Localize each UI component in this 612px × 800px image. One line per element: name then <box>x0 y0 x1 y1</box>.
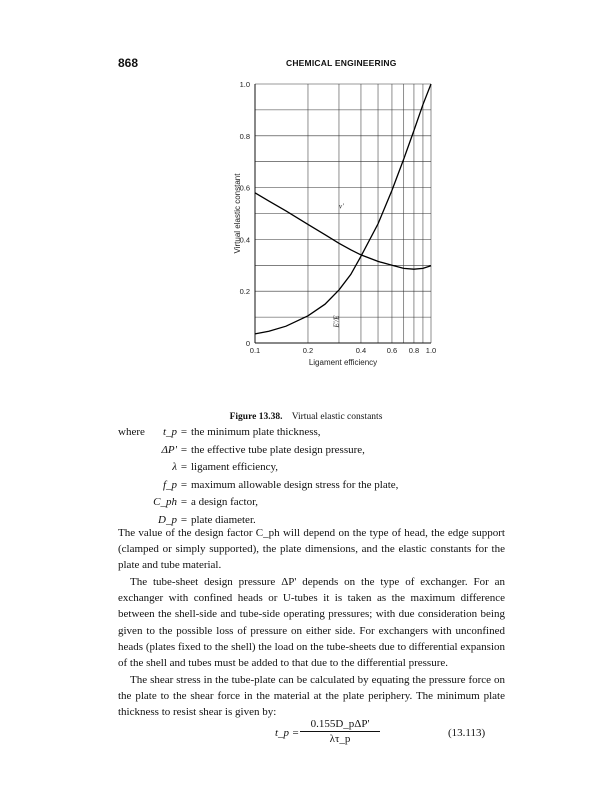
equation-lhs: t_p = <box>275 727 300 739</box>
definition-lead: where <box>118 426 145 438</box>
page-number: 868 <box>118 56 139 70</box>
definition-meaning: a design factor, <box>191 496 259 508</box>
definition-meaning: the effective tube plate design pressure, <box>191 443 365 456</box>
equation-numerator: 0.155D_pΔP' <box>300 718 380 732</box>
definition-meaning: maximum allowable design stress for the plate, <box>191 478 399 491</box>
y-tick-label: 0.6 <box>239 183 250 193</box>
paragraph-design-factor: The value of the design factor C_ph will depend on the type of head, the edge support (clamped or simply supported), the plate dimensions, and the elastic constants for the plate and tube material. <box>118 527 505 572</box>
y-tick-label: 0.8 <box>239 131 250 141</box>
definition-meaning: the minimum plate thickness, <box>191 426 321 438</box>
figure-caption <box>0 412 612 422</box>
definition-meaning: plate diameter. <box>191 513 256 526</box>
x-tick-label: 0.4 <box>355 346 367 355</box>
x-axis-label: Ligament efficiency <box>308 358 378 367</box>
figure-caption-text: Virtual elastic constants <box>291 412 383 422</box>
definition-row: f_p = maximum allowable design stress for the plate, <box>118 477 398 495</box>
definition-symbol: λ <box>172 461 177 473</box>
definition-symbol: f_p <box>162 478 177 491</box>
x-tick-label: 1.0 <box>425 346 437 355</box>
x-tick-label: 0.6 <box>386 346 398 355</box>
figure-virtual-elastic-constants <box>228 76 448 386</box>
definition-row: C_ph = a design factor, <box>118 494 398 512</box>
x-tick-label: 0.8 <box>408 346 420 355</box>
y-tick-label: 1.0 <box>239 80 250 89</box>
x-tick-label: 0.2 <box>302 346 314 355</box>
y-tick-label: 0 <box>245 339 250 348</box>
y-axis-label: Virtual elastic constant <box>233 173 242 254</box>
x-tick-label: 0.1 <box>249 346 261 355</box>
equation-denominator: λτ_p <box>329 733 351 745</box>
elastic-constants-chart <box>228 76 448 386</box>
y-tick-label: 0.4 <box>239 235 250 245</box>
definition-symbol: t_p <box>162 426 177 438</box>
equation-number: (13.113) <box>448 727 486 739</box>
running-title: CHEMICAL ENGINEERING <box>286 58 397 68</box>
equation-fraction <box>300 718 380 745</box>
y-tick-label: 0.2 <box>239 287 250 297</box>
variable-definitions <box>118 424 398 529</box>
series-label-v-prime: v' <box>338 202 344 211</box>
definition-symbol: C_ph <box>153 496 177 508</box>
figure-label: Figure 13.38. <box>229 412 283 422</box>
definition-row: where t_p = the minimum plate thickness, <box>118 424 398 442</box>
definition-meaning: ligament efficiency, <box>191 461 279 473</box>
series-label-e-ratio: E'/E <box>332 315 341 328</box>
definition-symbol: ΔP' <box>161 443 177 456</box>
definition-row: λ = ligament efficiency, <box>118 459 398 477</box>
definition-row: D_p = plate diameter. <box>118 512 398 530</box>
paragraph-design-pressure: The tube-sheet design pressure ΔP' depends on the type of exchanger. For an exchanger with confined heads or U-tubes it is taken as the maximum difference between the shell-side and tube-side operating pressures; with due consideration being given to the possible loss of pressure on either side. For exchangers with unconfined heads (plates fixed to the shell) the load on the tube-sheets due to differential expansion of the shell and tubes must be added to that due to the differential pressure. <box>118 576 505 670</box>
definition-row: ΔP' = the effective tube plate design pressure, <box>118 442 398 460</box>
definition-symbol: D_p <box>158 513 177 526</box>
paragraph-shear-stress: The shear stress in the tube-plate can be calculated by equating the pressure force on the plate to the shear force in the material at the plate periphery. The minimum plate thickness to resist shear is given by: <box>118 674 505 719</box>
